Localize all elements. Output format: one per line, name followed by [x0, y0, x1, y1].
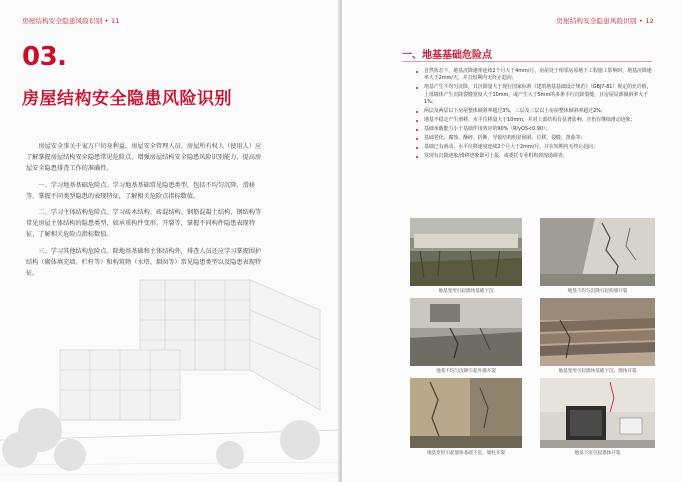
- bullet-dot-icon: [416, 129, 418, 131]
- bullet-dot-icon: [416, 156, 418, 158]
- right-running-head: 房屋结构安全隐患风险识别 • 12: [556, 17, 654, 25]
- photo-foundation-settlement-1: [410, 218, 522, 286]
- intro-paragraph: 三、学习其他结构危险点。除地基基础和主体结构外，排查人员还应学习掌握围护结构（砌体填充墙、栏杆等）和构筑物（水塔、烟囱等）常见隐患类型以及隐患表现特征。: [26, 247, 262, 278]
- list-item: 自然状态下，地基沉降速率连续2个月大于4mm/月，房屋处于相邻房屋地下工程施工影响时，地基沉降速率大于2mm/天，并且短期内无终止趋向；: [416, 68, 656, 83]
- photo-caption: 地基变形引起墙体基础下沉，墙柱开裂: [426, 451, 506, 456]
- photo-foundation-settlement-4: [540, 298, 655, 366]
- list-item: 基础老化、腐蚀、酥碎、折断，导致结构明显倾斜、位移、裂缝、扭曲等；: [416, 135, 656, 142]
- chapter-title: 房屋结构安全隐患风险识别: [22, 89, 232, 109]
- photo-caption: 地基下沉引起墙体开裂: [574, 451, 621, 456]
- list-item: 地基产生不均匀沉降，其沉降量大于现行国家标准《建筑地基基础设计规范》（GBJ7-81）规定的允许值，上部墙体产生沉降裂缝宽度大于10mm，或产生大于5mm的多条平行沉降裂缝，且房屋局部倾斜率大于1%；: [416, 84, 656, 106]
- list-item: 两层及两层以下房屋整体倾斜率超过3%，三层及三层以上房屋整体倾斜率超过2%；: [416, 108, 656, 115]
- intro-paragraph: 房屋安全事关千家万户切身利益，房屋安全管理人员、房屋所有权人（使用人）应了解掌握房屋结构安全隐患常见危险点，增强房屋结构安全隐患风险识别能力，提高房屋安全隐患排查工作的准确性。: [26, 143, 262, 173]
- photo-caption: 地基变形引起墙体基础下沉、墙体开裂: [558, 369, 637, 374]
- intro-text: [26, 141, 264, 284]
- photo-foundation-settlement-2: [540, 218, 655, 286]
- photo-foundation-settlement-5: [410, 378, 522, 448]
- section-divider: [402, 61, 652, 62]
- list-item: 基础已有滑动，水平位移速度连续2个月大于2mm/月，并在短期内无终止趋向；: [416, 144, 656, 151]
- photo-caption: 地基变形引起墙体基础下沉: [438, 289, 494, 294]
- bullet-dot-icon: [416, 111, 418, 113]
- photo-foundation-settlement-3: [410, 298, 522, 366]
- hazard-list: [416, 68, 656, 162]
- right-page: [342, 0, 682, 482]
- left-page: [0, 0, 340, 482]
- intro-paragraph: 二、学习主体结构危险点。学习砖木结构、砖混结构、钢筋混凝土结构、钢结构等常见房屋主体结构的隐患类型，如承重构件变形、开裂等，掌握不同构件隐患表现特征，了解相关危险点指标数值。: [26, 209, 262, 239]
- chapter-number: 03.: [22, 42, 67, 72]
- bullet-dot-icon: [416, 147, 418, 149]
- intro-paragraph: 一、学习地基基础危险点。学习地基基础常见隐患类型，包括不均匀沉降、滑移等，掌握不同类型隐患的表现特征，了解相关危险点指标数值。: [26, 181, 255, 200]
- photo-foundation-settlement-6: [540, 378, 655, 448]
- section-title: 一、地基基础危险点: [402, 50, 492, 61]
- bullet-dot-icon: [416, 71, 418, 73]
- list-item: 发现有沉降迹象/滑移迹象即可上报，或委托专业机构到现场调查。: [416, 153, 656, 160]
- photo-caption: 地基不均匀沉降引起外墙开裂: [436, 369, 496, 374]
- list-item: 基础承载能力小于基础作用效应的90%（R/γOS<0.90）；: [416, 126, 656, 133]
- bullet-dot-icon: [416, 138, 418, 140]
- list-item: 地基不稳定产生滑移，水平位移量大于10mm，并对上部结构有显著影响，且仍有继续滑动迹象；: [416, 117, 656, 124]
- left-running-head: 房屋结构安全隐患风险识别 • 11: [22, 17, 120, 25]
- photo-caption: 地基不均匀沉降引起构墙开裂: [567, 289, 628, 294]
- bullet-dot-icon: [416, 87, 418, 89]
- bullet-dot-icon: [416, 120, 418, 122]
